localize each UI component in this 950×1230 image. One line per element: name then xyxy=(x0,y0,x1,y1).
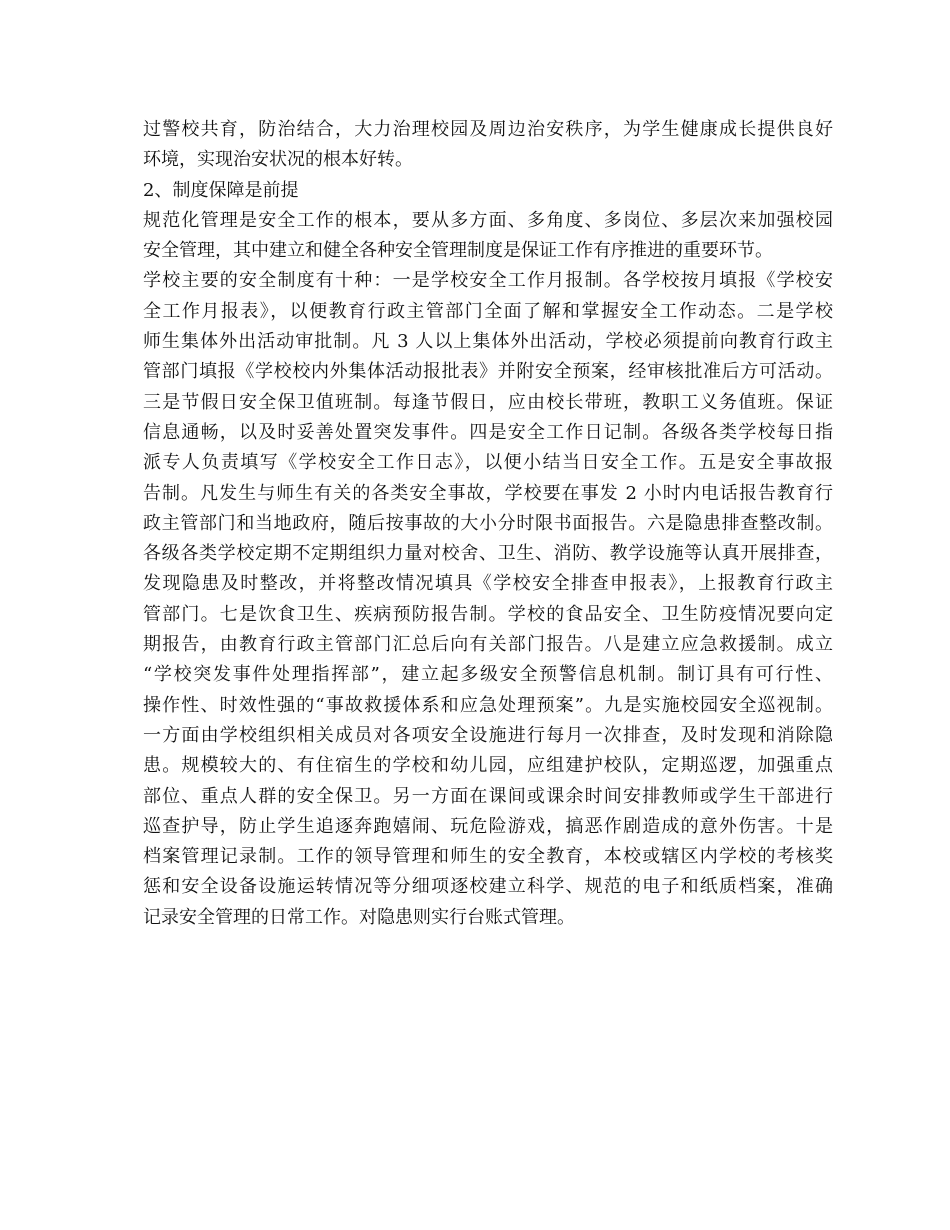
text-line: 师生集体外出活动审批制。凡 3 人以上集体外出活动，学校必须提前向教育行政主 xyxy=(143,331,833,353)
text-line: 派专人负责填写《学校安全工作日志》，以便小结当日安全工作。五是安全事故报 xyxy=(143,452,833,474)
text-line: 告制。凡发生与师生有关的各类安全事故，学校要在事发 2 小时内电话报告教育行 xyxy=(143,482,833,504)
text-line: 规范化管理是安全工作的根本，要从多方面、多角度、多岗位、多层次来加强校园 xyxy=(143,209,833,231)
text-line: 档案管理记录制。工作的领导管理和师生的安全教育，本校或辖区内学校的考核奖 xyxy=(143,846,833,868)
text-line: 管部门。七是饮食卫生、疾病预防报告制。学校的食品安全、卫生防疫情况要向定 xyxy=(143,603,833,625)
text-line: 环境，实现治安状况的根本好转。 xyxy=(143,149,413,171)
text-line: 患。规模较大的、有住宿生的学校和幼儿园，应组建护校队，定期巡逻，加强重点 xyxy=(143,755,833,777)
body-text xyxy=(143,115,833,933)
text-line: 一方面由学校组织相关成员对各项安全设施进行每月一次排查，及时发现和消除隐 xyxy=(143,724,833,746)
text-line: 2、制度保障是前提 xyxy=(143,179,299,201)
text-line: 安全管理，其中建立和健全各种安全管理制度是保证工作有序推进的重要环节。 xyxy=(143,240,773,262)
text-line: 惩和安全设备设施运转情况等分细项逐校建立科学、规范的电子和纸质档案，准确 xyxy=(143,876,833,898)
text-line: 管部门填报《学校校内外集体活动报批表》并附安全预案，经审核批准后方可活动。 xyxy=(143,361,833,383)
text-line: 记录安全管理的日常工作。对隐患则实行台账式管理。 xyxy=(143,906,575,928)
text-line: 三是节假日安全保卫值班制。每逢节假日，应由校长带班，教职工义务值班。保证 xyxy=(143,391,833,413)
text-line: 信息通畅，以及时妥善处置突发事件。四是安全工作日记制。各级各类学校每日指 xyxy=(143,421,833,443)
text-line: 巡查护导，防止学生追逐奔跑嬉闹、玩危险游戏，搞恶作剧造成的意外伤害。十是 xyxy=(143,815,833,837)
text-line: 期报告，由教育行政主管部门汇总后向有关部门报告。八是建立应急救援制。成立 xyxy=(143,634,833,656)
text-line: 学校主要的安全制度有十种：一是学校安全工作月报制。各学校按月填报《学校安 xyxy=(143,270,833,292)
text-line: “学校突发事件处理指挥部”，建立起多级安全预警信息机制。制订具有可行性、 xyxy=(143,664,833,686)
text-line: 政主管部门和当地政府，随后按事故的大小分时限书面报告。六是隐患排查整改制。 xyxy=(143,512,833,534)
text-line: 各级各类学校定期不定期组织力量对校舍、卫生、消防、教学设施等认真开展排查， xyxy=(143,543,833,565)
text-line: 操作性、时效性强的“事故救援体系和应急处理预案”。九是实施校园安全巡视制。 xyxy=(143,694,833,716)
text-line: 发现隐患及时整改，并将整改情况填具《学校安全排查申报表》，上报教育行政主 xyxy=(143,573,833,595)
text-line: 部位、重点人群的安全保卫。另一方面在课间或课余时间安排教师或学生干部进行 xyxy=(143,785,833,807)
text-line: 全工作月报表》，以便教育行政主管部门全面了解和掌握安全工作动态。二是学校 xyxy=(143,300,833,322)
text-line: 过警校共育，防治结合，大力治理校园及周边治安秩序，为学生健康成长提供良好 xyxy=(143,119,833,140)
